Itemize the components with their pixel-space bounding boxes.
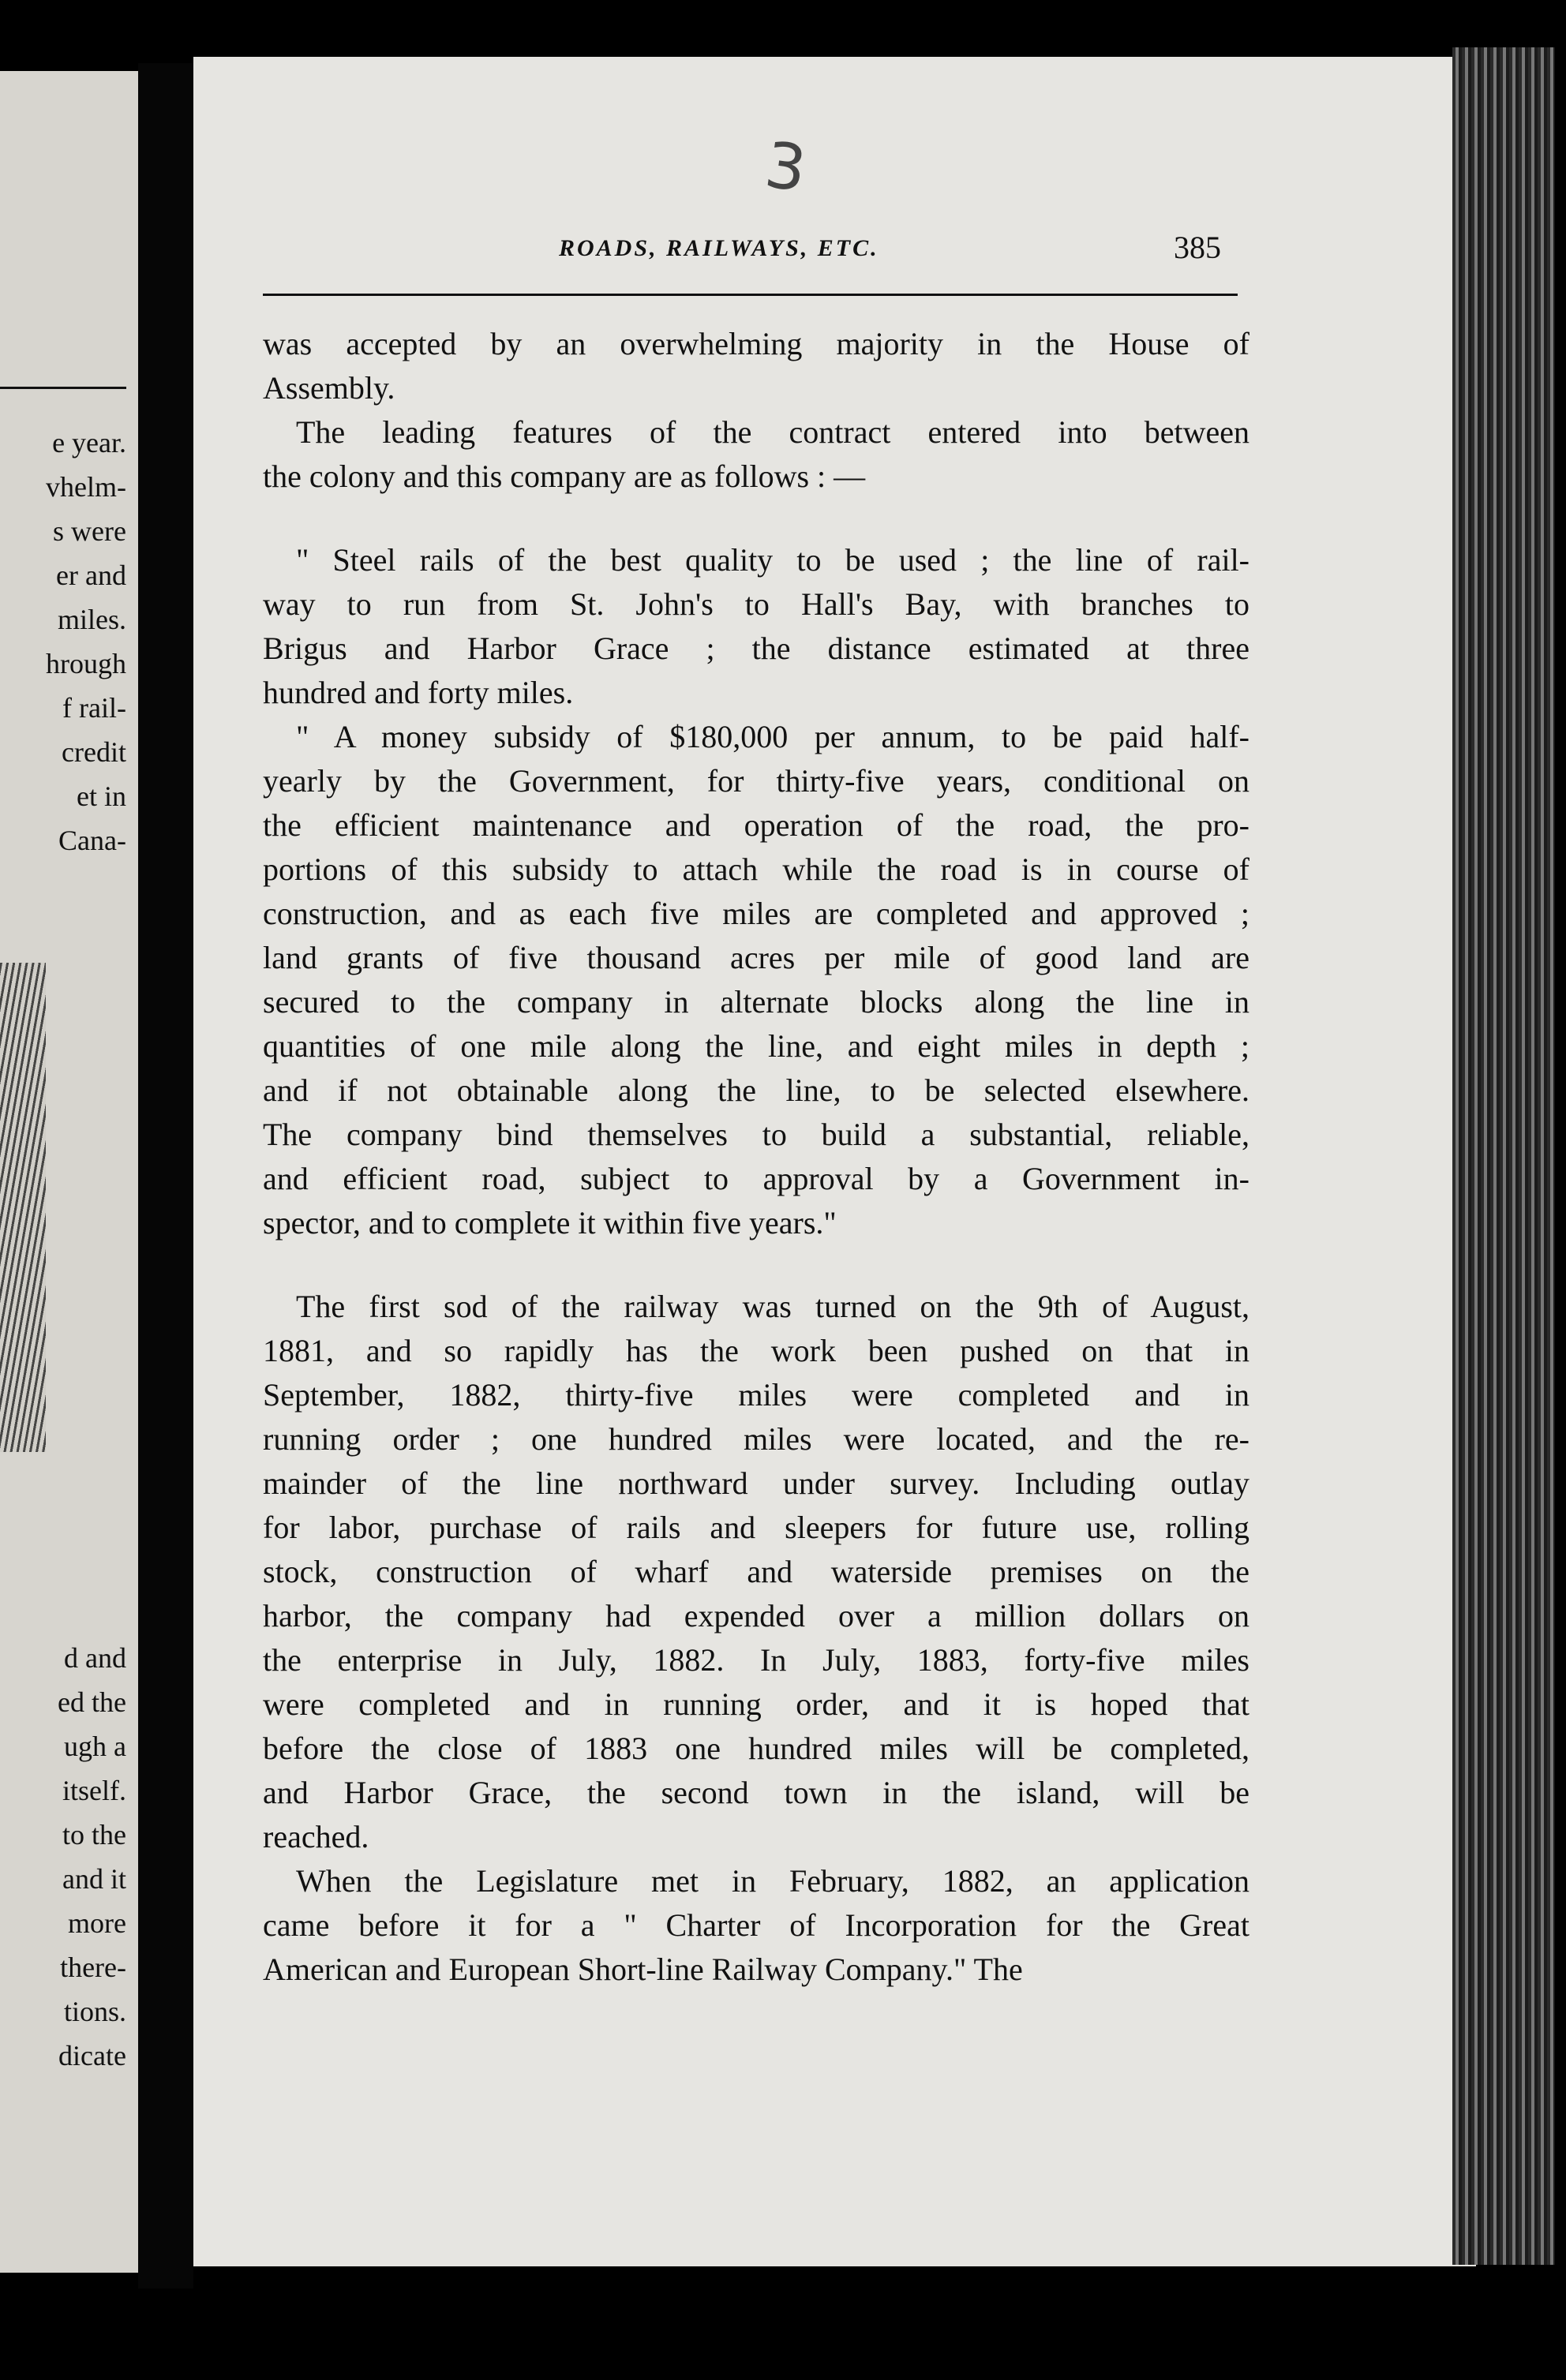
text-line: When the Legislature met in February, 1882, an application <box>296 1863 1249 1899</box>
previous-page-fragment <box>0 71 138 2273</box>
paragraph <box>263 538 1249 715</box>
left-page-line: and it <box>62 1863 126 1895</box>
left-page-line: tions. <box>63 1996 126 2027</box>
text-line: before the close of 1883 one hundred miles will be completed, <box>263 1731 1249 1766</box>
text-line: construction, and as each five miles are completed and approved ; <box>263 896 1249 931</box>
page-number: 385 <box>1174 230 1221 265</box>
text-line: hundred and forty miles. <box>263 675 574 710</box>
text-line: way to run from St. John's to Hall's Bay, with branches to <box>263 586 1249 622</box>
text-line: the enterprise in July, 1882. In July, 1883, forty-five miles <box>263 1642 1249 1678</box>
text-line: portions of this subsidy to attach while the road is in course of <box>263 851 1249 887</box>
left-page-line: credit <box>62 736 126 768</box>
text-line: came before it for a " Charter of Incorporation for the Great <box>263 1907 1249 1943</box>
left-page-rule <box>0 387 126 389</box>
text-line: American and European Short-line Railway Company." The <box>263 1952 1023 1987</box>
left-page-line: ugh a <box>64 1731 126 1762</box>
text-line: harbor, the company had expended over a million dollars on <box>263 1598 1249 1633</box>
text-line: and efficient road, subject to approval by a Government in- <box>263 1161 1249 1196</box>
text-line: spector, and to complete it within five years." <box>263 1205 837 1241</box>
left-page-line: dicate <box>58 2040 126 2071</box>
text-line: September, 1882, thirty-five miles were completed and in <box>263 1377 1249 1413</box>
left-page-line: ed the <box>58 1686 126 1718</box>
page-edges <box>1452 47 1555 2265</box>
paragraph <box>263 1285 1249 1859</box>
left-page-line: hrough <box>46 648 126 679</box>
handwritten-mark: 3 <box>760 127 811 207</box>
text-line: quantities of one mile along the line, and eight miles in depth ; <box>263 1028 1249 1064</box>
running-head: ROADS, RAILWAYS, ETC. <box>559 235 879 261</box>
text-line: was accepted by an overwhelming majority in the House of <box>263 326 1249 361</box>
left-page-line: vhelm- <box>46 471 126 503</box>
text-line: The company bind themselves to build a substantial, reliable, <box>263 1117 1249 1152</box>
left-page-line: more <box>68 1907 126 1939</box>
text-line: and Harbor Grace, the second town in the island, will be <box>263 1775 1249 1810</box>
left-page-illustration <box>0 963 46 1452</box>
left-page-line: miles. <box>58 604 126 635</box>
text-line: secured to the company in alternate blocks along the line in <box>263 984 1249 1020</box>
text-line: reached. <box>263 1819 369 1854</box>
text-line: Brigus and Harbor Grace ; the distance estimated at three <box>263 631 1249 666</box>
text-line: the colony and this company are as follows : — <box>263 458 866 494</box>
left-page-line: itself. <box>62 1775 126 1806</box>
text-line: stock, construction of wharf and waterside premises on the <box>263 1554 1249 1589</box>
text-line: The first sod of the railway was turned on the 9th of August, <box>296 1289 1249 1324</box>
left-page-line: er and <box>56 559 126 591</box>
left-page-line: f rail- <box>62 692 126 724</box>
left-page-line: e year. <box>52 427 126 458</box>
text-line: 1881, and so rapidly has the work been pushed on that in <box>263 1333 1249 1368</box>
text-line: Assembly. <box>263 370 395 406</box>
paragraph <box>263 410 1249 499</box>
text-line: the efficient maintenance and operation of the road, the pro- <box>263 807 1249 843</box>
book-gutter <box>138 63 193 2288</box>
text-line: " A money subsidy of $180,000 per annum, to be paid half- <box>296 719 1249 754</box>
text-line: and if not obtainable along the line, to be selected elsewhere. <box>263 1072 1249 1108</box>
left-page-line: there- <box>60 1952 126 1983</box>
left-page-line: to the <box>62 1819 126 1850</box>
text-line: The leading features of the contract entered into between <box>296 414 1249 450</box>
text-line: " Steel rails of the best quality to be used ; the line of rail- <box>296 542 1249 578</box>
text-line: running order ; one hundred miles were located, and the re- <box>263 1421 1249 1457</box>
paragraph <box>263 322 1249 410</box>
text-line: mainder of the line northward under survey. Including outlay <box>263 1465 1249 1501</box>
paragraph <box>263 715 1249 1245</box>
page-body <box>263 322 1249 1992</box>
left-page-line: et in <box>77 780 126 812</box>
text-line: for labor, purchase of rails and sleepers for future use, rolling <box>263 1510 1249 1545</box>
left-page-line: Cana- <box>58 825 126 856</box>
left-page-line: d and <box>64 1642 126 1674</box>
paragraph <box>263 1859 1249 1992</box>
text-line: were completed and in running order, and it is hoped that <box>263 1686 1249 1722</box>
left-page-line: s were <box>53 515 126 547</box>
text-line: yearly by the Government, for thirty-five years, conditional on <box>263 763 1249 799</box>
header-rule <box>263 294 1238 296</box>
text-line: land grants of five thousand acres per mile of good land are <box>263 940 1249 975</box>
